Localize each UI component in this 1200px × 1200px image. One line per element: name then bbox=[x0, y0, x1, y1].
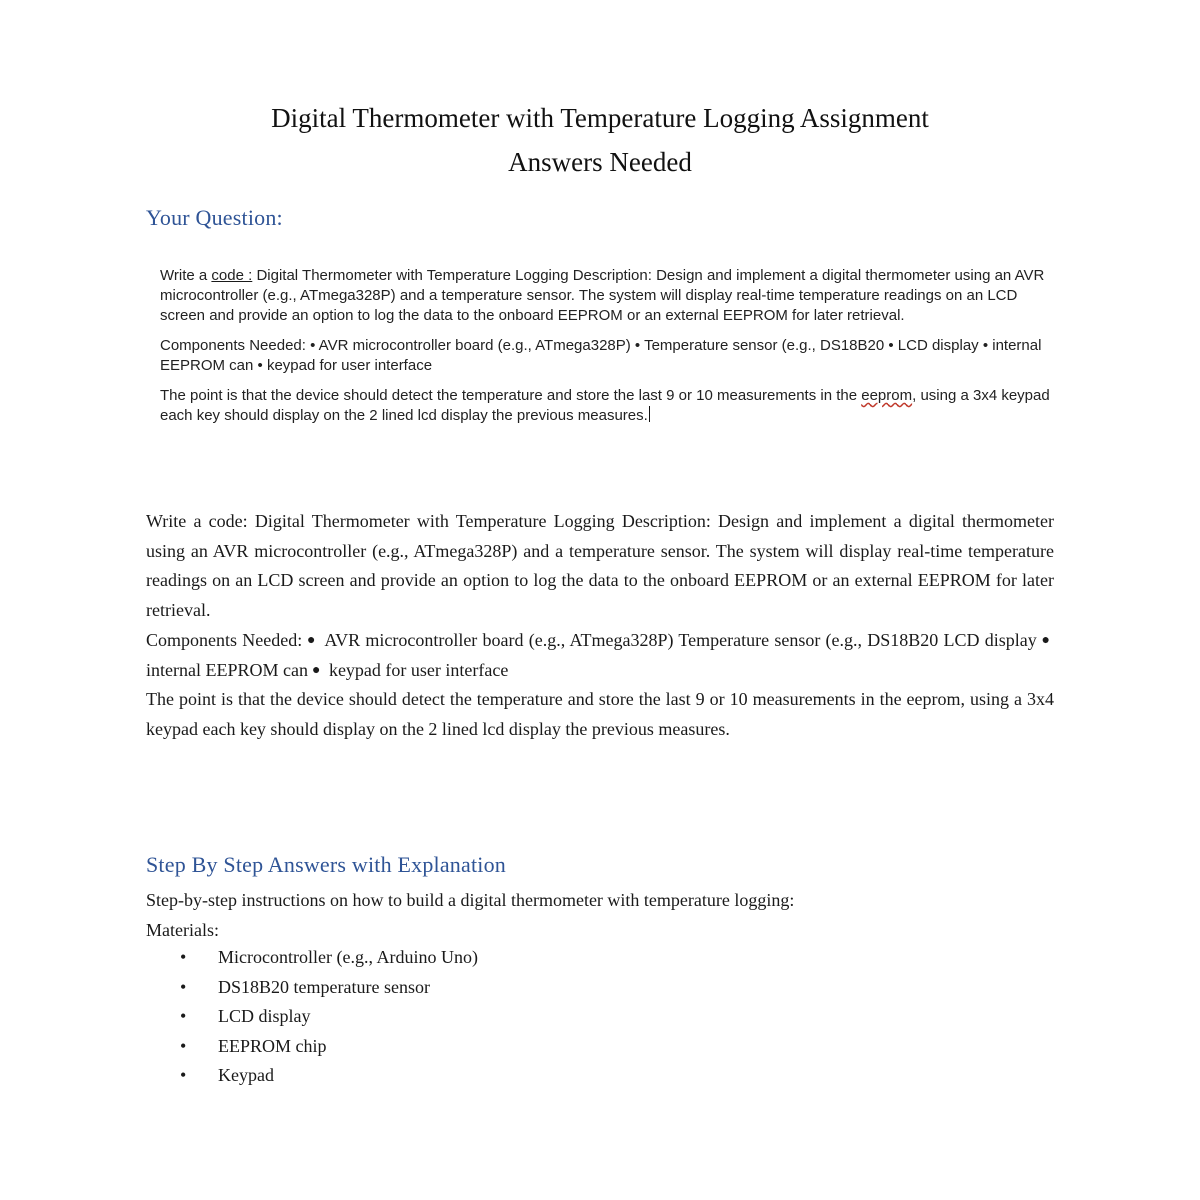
question-paragraph-2 bbox=[146, 626, 1054, 685]
bullet-icon: • bbox=[180, 1035, 187, 1056]
question-image-text: Digital Thermometer with Temperature Logging Description: Design and implement a digital thermometer using an AVR microcontroller (e.g., ATmega328P) and a temperature sensor. The system will display real-time temperature readings on an LCD screen and provide an option to log the data to the onboard EEPROM or an external EEPROM for later retrieval. bbox=[160, 267, 1045, 324]
list-item bbox=[146, 1061, 478, 1091]
list-item bbox=[146, 973, 478, 1003]
page-title bbox=[145, 96, 1055, 184]
bullet-icon: ● bbox=[306, 632, 317, 648]
question-image-paragraph-3 bbox=[160, 386, 1050, 426]
bullet-icon: ● bbox=[1040, 632, 1050, 648]
bullet-icon: ● bbox=[311, 662, 321, 678]
materials-label: Materials: bbox=[146, 919, 219, 940]
list-item-text: Microcontroller (e.g., Arduino Uno) bbox=[218, 947, 478, 967]
list-item-text: DS18B20 temperature sensor bbox=[218, 976, 430, 997]
list-item-text: Keypad bbox=[218, 1065, 274, 1086]
spellcheck-underlined-word: eeprom bbox=[861, 387, 913, 404]
question-image-paragraph-1 bbox=[160, 266, 1050, 326]
materials-list bbox=[146, 943, 478, 1091]
components-label: Components Needed: bbox=[146, 629, 303, 650]
question-screenshot bbox=[160, 266, 1050, 436]
question-paragraph-1: Write a code: Digital Thermometer with Temperature Logging Description: Design and implement a digital thermometer using an AVR microcontroller (e.g., ATmega328P) and a temperature sensor. The system will display real-time temperature readings on an LCD screen and provide an option to log the data to the onboard EEPROM or an external EEPROM for later retrieval. bbox=[146, 511, 1054, 621]
list-item bbox=[146, 943, 478, 973]
page-title-line-1: Digital Thermometer with Temperature Logging Assignment bbox=[271, 103, 929, 133]
components-text: internal EEPROM can bbox=[146, 659, 308, 680]
bullet-icon: • bbox=[180, 1065, 187, 1086]
question-heading: Your Question: bbox=[146, 205, 283, 230]
question-paragraph-3: The point is that the device should detect the temperature and store the last 9 or 10 measurements in the eeprom, using a 3x4 keypad each key should display on the 2 lined lcd display the previous measures. bbox=[146, 689, 1054, 739]
bullet-icon: • bbox=[180, 947, 187, 967]
code-link: code : bbox=[211, 267, 253, 284]
text-cursor bbox=[649, 406, 650, 422]
answer-intro bbox=[146, 886, 1054, 945]
list-item bbox=[146, 1002, 478, 1032]
list-item-text: LCD display bbox=[218, 1006, 311, 1027]
answer-heading: Step By Step Answers with Explanation bbox=[146, 852, 506, 877]
bullet-icon: • bbox=[180, 976, 187, 997]
question-image-text: Write a bbox=[160, 267, 212, 284]
question-image-paragraph-2: Components Needed: • AVR microcontroller board (e.g., ATmega328P) • Temperature sensor (e.g., DS18B20 • LCD display • internal EEPROM can • keypad for user interface bbox=[160, 337, 1042, 374]
list-item bbox=[146, 1032, 478, 1062]
bullet-icon: • bbox=[180, 1006, 187, 1027]
question-image-text: , using a 3x4 keypad each key should display on the 2 lined lcd display the previous measures. bbox=[160, 387, 1050, 424]
components-text: AVR microcontroller board (e.g., ATmega328P) Temperature sensor (e.g., DS18B20 LCD display bbox=[320, 629, 1037, 650]
components-text: keypad for user interface bbox=[324, 659, 509, 680]
answer-intro-text: Step-by-step instructions on how to build a digital thermometer with temperature logging: bbox=[146, 890, 795, 910]
page-title-line-2: Answers Needed bbox=[508, 147, 692, 177]
list-item-text: EEPROM chip bbox=[218, 1035, 327, 1056]
question-image-text: The point is that the device should detect the temperature and store the last 9 or 10 measurements in the bbox=[160, 387, 862, 404]
question-body bbox=[146, 507, 1054, 745]
